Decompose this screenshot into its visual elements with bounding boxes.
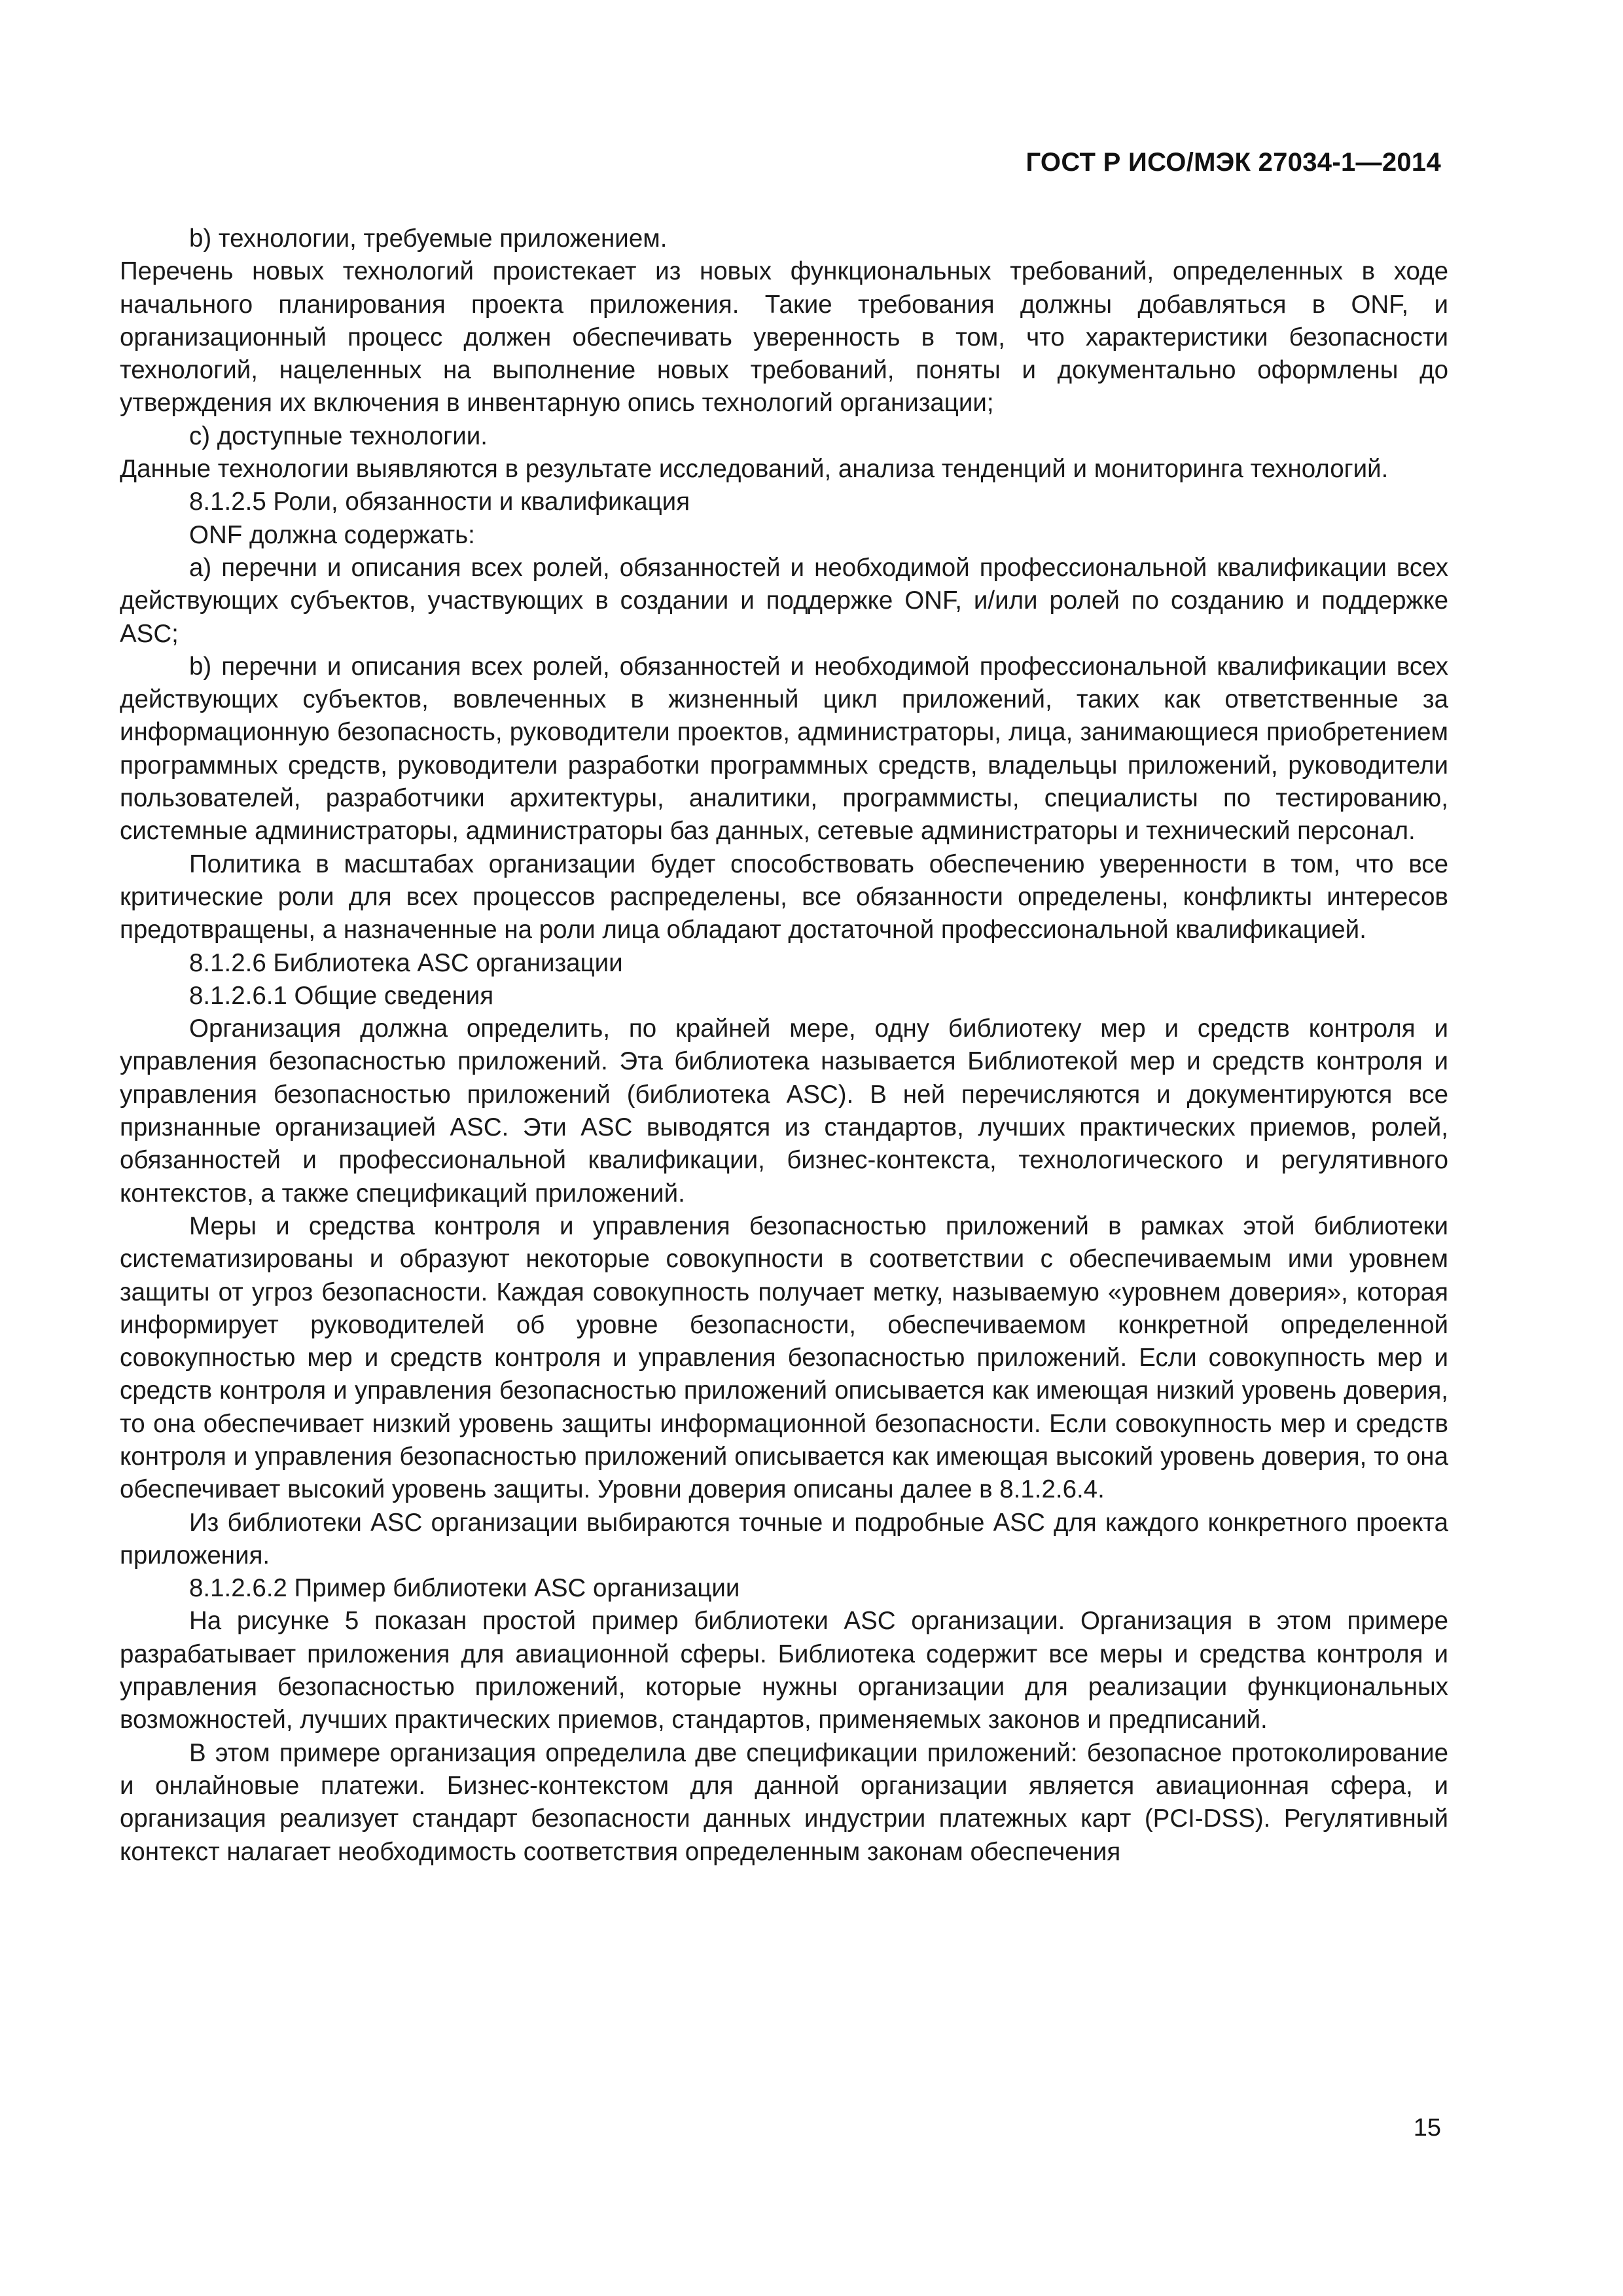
paragraph: b) технологии, требуемые приложением.: [189, 224, 668, 253]
paragraph: ONF должна содержать:: [189, 520, 475, 549]
paragraph: Из библиотеки ASC организации выбираются точные и подробные ASC для каждого конкретного проекта приложения.: [120, 1508, 1448, 1570]
section-heading: 8.1.2.6.1 Общие сведения: [189, 981, 494, 1010]
paragraph: b) перечни и описания всех ролей, обязанностей и необходимой профессиональной квалификации всех действующих субъектов, вовлеченных в жизненный цикл приложений, таких как ответственные за информационную безопасность, руководители проектов, администраторы, лица, занимающиеся приобретением программных средств, руководители разработки программных средств, владельцы приложений, руководители пользователей, разработчики архитектуры, аналитики, программисты, специалисты по тестированию, системные администраторы, администраторы баз данных, сетевые администраторы и технический персонал.: [120, 652, 1448, 846]
section-heading: 8.1.2.5 Роли, обязанности и квалификация: [189, 488, 690, 516]
paragraph: Организация должна определить, по крайней мере, одну библиотеку мер и средств контроля и управления безопасностью приложений. Эта библиотека называется Библиотекой мер и средств контроля и управления безопасностью приложений (библиотека ASC). В ней перечисляются и документируются все признанные организацией ASC. Эти ASC выводятся из стандартов, лучших практических приемов, ролей, обязанностей и профессиональной квалификации, бизнес-контекста, технологического и регулятивного контекстов, а также спецификаций приложений.: [120, 1014, 1448, 1208]
paragraph: a) перечни и описания всех ролей, обязанностей и необходимой профессиональной квалификации всех действующих субъектов, участвующих в создании и поддержке ONF, и/или ролей по созданию и поддержке ASC;: [120, 553, 1448, 648]
paragraph: Перечень новых технологий проистекает из новых функциональных требований, определенных в ходе начального планирования проекта приложения. Такие требования должны добавляться в ONF, и организационный процесс должен обеспечивать уверенность в том, что характеристики безопасности технологий, нацеленных на выполнение новых требований, поняты и документально оформлены до утверждения их включения в инвентарную опись технологий организации;: [120, 257, 1448, 418]
document-header: ГОСТ Р ИСО/МЭК 27034-1—2014: [1026, 148, 1441, 177]
paragraph: Меры и средства контроля и управления безопасностью приложений в рамках этой библиотеки систематизированы и образуют некоторые совокупности в соответствии с обеспечиваемым ими уровнем защиты от угроз безопасности. Каждая совокупность получает метку, называемую «уровнем доверия», которая информирует руководителей об уровне безопасности, обеспечиваемом конкретной определенной совокупностью мер и средств контроля и управления безопасностью приложений. Если совокупность мер и средств контроля и управления безопасностью приложений описывается как имеющая низкий уровень доверия, то она обеспечивает низкий уровень защиты информационной безопасности. Если совокупность мер и средств контроля и управления безопасностью приложений описывается как имеющая высокий уровень доверия, то она обеспечивает высокий уровень защиты. Уровни доверия описаны далее в 8.1.2.6.4.: [120, 1211, 1448, 1504]
paragraph: c) доступные технологии.: [189, 422, 488, 450]
document-body: [120, 223, 1448, 1869]
section-heading: 8.1.2.6 Библиотека ASC организации: [189, 948, 623, 977]
paragraph: На рисунке 5 показан простой пример библиотеки ASC организации. Организация в этом примере разрабатывает приложения для авиационной сферы. Библиотека содержит все меры и средства контроля и управления безопасностью приложений, которые нужны организации для реализации функциональных возможностей, лучших практических приемов, стандартов, применяемых законов и предписаний.: [120, 1607, 1448, 1734]
paragraph: Данные технологии выявляются в результате исследований, анализа тенденций и мониторинга технологий.: [120, 455, 1389, 484]
section-heading: 8.1.2.6.2 Пример библиотеки ASC организации: [189, 1574, 740, 1603]
paragraph: В этом примере организация определила две спецификации приложений: безопасное протоколирование и онлайновые платежи. Бизнес-контекстом для данной организации является авиационная сфера, и организация реализует стандарт безопасности данных индустрии платежных карт (PCI-DSS). Регулятивный контекст налагает необходимость соответствия определенным законам обеспечения: [120, 1738, 1448, 1866]
page-number: 15: [1413, 2114, 1441, 2142]
paragraph: Политика в масштабах организации будет способствовать обеспечению уверенности в том, что все критические роли для всех процессов распределены, все обязанности определены, конфликты интересов предотвращены, а назначенные на роли лица обладают достаточной профессиональной квалификацией.: [120, 850, 1448, 944]
